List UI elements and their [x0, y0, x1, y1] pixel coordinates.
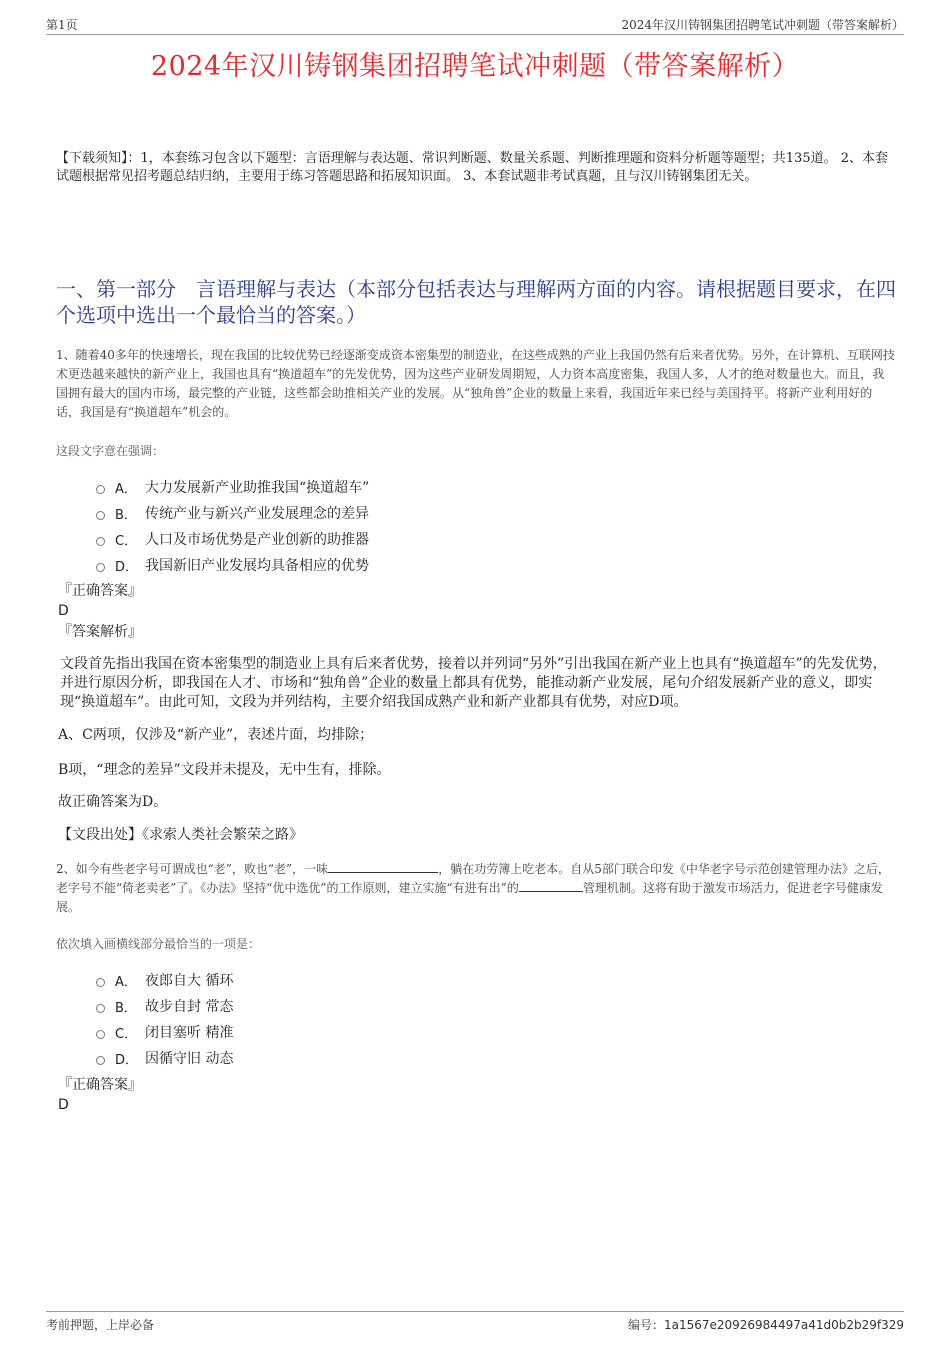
option-text: 因循守旧 动态 [145, 1051, 234, 1067]
question-1-prompt: 这段文字意在强调： [56, 444, 165, 458]
q1-option-b[interactable] [96, 500, 369, 526]
q2-option-d[interactable] [96, 1045, 233, 1071]
option-text: 大力发展新产业助推我国“换道超车” [145, 480, 370, 496]
q2-text-part-3: 管理机制。这将有助于激发市场活力，促进老字号健康发展。 [56, 881, 883, 914]
q1-answer: D [58, 603, 69, 619]
footer-code-label: 编号： [627, 1318, 664, 1332]
radio-icon[interactable] [96, 1030, 105, 1039]
header-doc-title: 2024年汉川铸钢集团招聘笔试冲刺题（带答案解析） [621, 18, 904, 32]
option-letter: C． [115, 533, 138, 549]
page-number: 第1页 [46, 18, 78, 32]
q2-text-part-1: 2、如今有些老字号可谓成也“老”，败也“老”，一味 [56, 862, 329, 876]
radio-icon[interactable] [96, 485, 105, 494]
q1-option-a[interactable] [96, 474, 369, 500]
q2-option-a[interactable] [96, 967, 233, 993]
question-1-options [96, 474, 369, 578]
q1-source: 【文段出处】《求索人类社会繁荣之路》 [58, 827, 303, 843]
page-header [46, 14, 904, 35]
fill-blank-1 [328, 860, 438, 873]
page-title: 2024年汉川铸钢集团招聘笔试冲刺题（带答案解析） [150, 51, 800, 82]
footer-code-group [628, 1316, 904, 1333]
q1-option-d[interactable] [96, 552, 369, 578]
radio-icon[interactable] [96, 978, 105, 987]
fill-blank-2 [519, 879, 583, 892]
radio-icon[interactable] [96, 537, 105, 546]
q1-analysis: 文段首先指出我国在资本密集型的制造业上具有后来者优势，接着以并列词“另外”引出我国在新产业上也具有“换道超车”的先发优势，并进行原因分析，即我国在人才、市场和“独角兽”企业的数量上都具有优势，能推动新产业发展，尾句介绍发展新产业的意义，即实现“换道超车”。由此可知，文段为并列结构，主要介绍我国成熟产业和新产业都具有优势，对应D项。 [60, 656, 887, 710]
question-2-prompt: 依次填入画横线部分最恰当的一项是： [56, 937, 261, 951]
question-2-options [96, 967, 233, 1071]
option-text: 我国新旧产业发展均具备相应的优势 [145, 558, 369, 574]
question-2-text [56, 860, 896, 917]
option-text: 故步自封 常态 [145, 999, 234, 1015]
footer-code: 1a1567e20926984497a41d0b2b29f329 [663, 1318, 904, 1332]
option-text: 夜郎自大 循环 [145, 973, 234, 989]
option-letter: B． [115, 507, 137, 523]
option-letter: D． [115, 1052, 139, 1068]
radio-icon[interactable] [96, 1004, 105, 1013]
radio-icon[interactable] [96, 511, 105, 520]
q1-note-1: A、C两项，仅涉及“新产业”，表述片面，均排除； [58, 727, 374, 743]
radio-icon[interactable] [96, 563, 105, 572]
q1-analysis-label: 『答案解析』 [58, 624, 142, 640]
q1-note-2: B项，“理念的差异”文段并未提及，无中生有，排除。 [58, 762, 391, 778]
download-notice: 【下载须知】：1，本套练习包含以下题型：言语理解与表达题、常识判断题、数量关系题、判断推理题和资料分析题等题型；共135道。 2、本套试题根据常见招考题总结归纳，主要用于练习答题思路和拓展知识面。 3、本套试题非考试真题，且与汉川铸钢集团无关。 [56, 151, 888, 184]
option-letter: B． [115, 1000, 137, 1016]
q2-text-part-2: ，躺在功劳簿上吃老本。自从5部门联合印发《中华老字号示范创建管理办法》之后，老字号不能“倚老卖老”了。《办法》坚持“优中选优”的工作原则，建立实施“有进有出”的 [56, 862, 890, 895]
option-letter: A． [115, 974, 137, 990]
q1-answer-label: 『正确答案』 [58, 583, 142, 599]
q2-answer-label: 『正确答案』 [58, 1077, 142, 1093]
q2-option-c[interactable] [96, 1019, 233, 1045]
section-heading: 一、第一部分 言语理解与表达（本部分包括表达与理解两方面的内容。请根据题目要求，在四个选项中选出一个最恰当的答案。） [56, 277, 896, 327]
option-text: 人口及市场优势是产业创新的助推器 [145, 532, 369, 548]
page-footer [46, 1311, 904, 1334]
question-1-text: 1、随着40多年的快速增长，现在我国的比较优势已经逐渐变成资本密集型的制造业，在这些成熟的产业上我国仍然有后来者优势。另外，在计算机、互联网技术更迭越来越快的新产业上，我国也具有“换道超车”的先发优势，因为这些产业研发周期短，人力资本高度密集，我国人多，人才的绝对数量也大。而且，我国拥有最大的国内市场，最完整的产业链，这些都会助推相关产业的发展。从“独角兽”企业的数量上来看，我国近年来已经与美国持平。将新产业利用好的话，我国是有“换道超车”机会的。 [56, 348, 895, 419]
q2-option-b[interactable] [96, 993, 233, 1019]
option-text: 传统产业与新兴产业发展理念的差异 [145, 506, 369, 522]
q2-answer: D [58, 1097, 69, 1113]
option-letter: C． [115, 1026, 138, 1042]
footer-slogan: 考前押题，上岸必备 [46, 1318, 155, 1332]
q1-option-c[interactable] [96, 526, 369, 552]
radio-icon[interactable] [96, 1056, 105, 1065]
option-letter: D． [115, 559, 139, 575]
q1-note-3: 故正确答案为D。 [58, 794, 168, 810]
option-letter: A． [115, 481, 137, 497]
option-text: 闭目塞听 精准 [145, 1025, 234, 1041]
